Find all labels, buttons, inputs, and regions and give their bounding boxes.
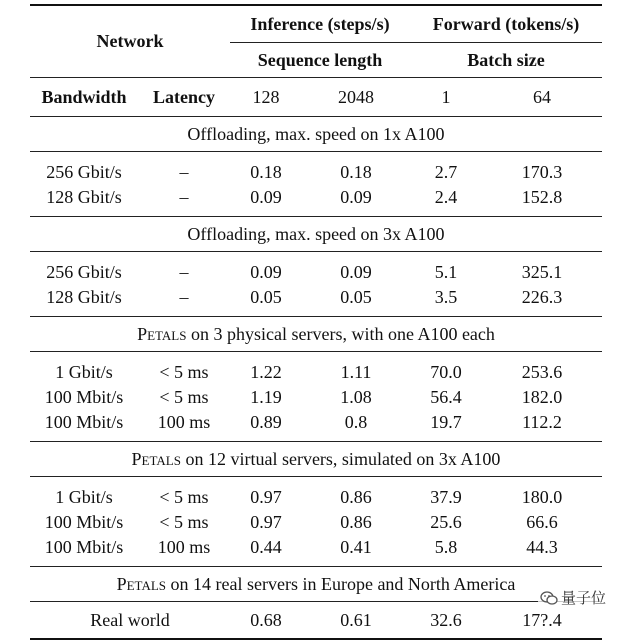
- cell-fwd-64: 325.1: [521, 262, 563, 282]
- cell-inf-128: 0.09: [250, 262, 282, 282]
- watermark-text: 量子位: [560, 589, 606, 607]
- cell-inf-2048: 0.61: [302, 602, 410, 640]
- cell-fwd-1: 25.6: [430, 512, 462, 532]
- cell-latency: < 5 ms: [159, 512, 209, 532]
- cell-fwd-64: 112.2: [482, 410, 602, 442]
- cell-fwd-1: 70.0: [430, 362, 462, 382]
- cell-bandwidth: 100 Mbit/s: [44, 512, 124, 532]
- cell-inf-2048: 0.8: [302, 410, 410, 442]
- cell-inf-2048: 0.41: [302, 535, 410, 567]
- cell-latency: –: [138, 185, 230, 217]
- section-title: [30, 442, 602, 477]
- cell-bandwidth: 256 Gbit/s: [46, 262, 122, 282]
- header-latency: Latency: [138, 78, 230, 117]
- cell-fwd-1: 5.8: [410, 535, 482, 567]
- cell-fwd-1: 19.7: [410, 410, 482, 442]
- header-seq-2048: 2048: [302, 78, 410, 117]
- cell-fwd-64: 66.6: [526, 512, 558, 532]
- cell-bandwidth: 1 Gbit/s: [55, 362, 113, 382]
- cell-bandwidth: 100 Mbit/s: [30, 535, 138, 567]
- section-title: [30, 317, 602, 352]
- cell-fwd-64: 182.0: [521, 387, 563, 407]
- cell-fwd-64: 180.0: [521, 487, 563, 507]
- section-title-rest: on 14 real servers in Europe and North America: [166, 573, 516, 594]
- header-sequence-length: Sequence length: [230, 43, 410, 78]
- cell-inf-128: 1.19: [250, 387, 282, 407]
- cell-latency: –: [138, 285, 230, 317]
- cell-inf-2048: 0.09: [340, 262, 372, 282]
- header-batch-1: 1: [410, 78, 482, 117]
- header-seq-128: 128: [230, 78, 302, 117]
- cell-fwd-64: 17?.4: [482, 602, 602, 640]
- cell-fwd-64: 44.3: [482, 535, 602, 567]
- header-batch-size: Batch size: [410, 43, 602, 78]
- cell-fwd-1: 2.7: [434, 162, 458, 182]
- header-forward: Forward (tokens/s): [410, 5, 602, 43]
- cell-inf-128: 0.97: [250, 487, 282, 507]
- section-title: Offloading, max. speed on 3x A100: [30, 217, 602, 252]
- cell-inf-2048: 0.86: [340, 487, 372, 507]
- section-title: [30, 567, 602, 602]
- cell-bandwidth: 256 Gbit/s: [46, 162, 122, 182]
- cell-latency: < 5 ms: [159, 387, 209, 407]
- cell-fwd-1: 3.5: [410, 285, 482, 317]
- section-title-rest: on 3 physical servers, with one A100 each: [186, 323, 495, 344]
- cell-real-world: Real world: [30, 602, 230, 640]
- cell-fwd-1: 56.4: [430, 387, 462, 407]
- cell-inf-2048: 0.86: [340, 512, 372, 532]
- petals-name: Petals: [131, 448, 181, 469]
- cell-fwd-64: 170.3: [521, 162, 563, 182]
- cell-latency: 100 ms: [138, 410, 230, 442]
- cell-latency: –: [179, 162, 189, 182]
- cell-bandwidth: 1 Gbit/s: [55, 487, 113, 507]
- cell-inf-2048: 0.09: [302, 185, 410, 217]
- wechat-icon: [540, 590, 558, 606]
- results-table: [30, 4, 602, 640]
- cell-inf-128: 0.18: [250, 162, 282, 182]
- header-batch-64: 64: [482, 78, 602, 117]
- cell-fwd-1: 2.4: [410, 185, 482, 217]
- cell-inf-128: 0.05: [230, 285, 302, 317]
- cell-bandwidth: 100 Mbit/s: [30, 410, 138, 442]
- cell-inf-128: 0.44: [230, 535, 302, 567]
- cell-inf-2048: 0.05: [302, 285, 410, 317]
- cell-inf-128: 0.09: [230, 185, 302, 217]
- header-network: Network: [30, 5, 230, 78]
- cell-bandwidth: 128 Gbit/s: [30, 185, 138, 217]
- cell-latency: < 5 ms: [159, 487, 209, 507]
- cell-inf-128: 1.22: [250, 362, 282, 382]
- petals-name: Petals: [137, 323, 187, 344]
- cell-inf-128: 0.68: [230, 602, 302, 640]
- section-title: Offloading, max. speed on 1x A100: [30, 117, 602, 152]
- petals-name: Petals: [116, 573, 167, 594]
- cell-inf-2048: 1.08: [340, 387, 372, 407]
- cell-fwd-64: 152.8: [482, 185, 602, 217]
- cell-bandwidth: 128 Gbit/s: [30, 285, 138, 317]
- cell-inf-128: 0.97: [250, 512, 282, 532]
- cell-inf-128: 0.89: [230, 410, 302, 442]
- cell-latency: 100 ms: [138, 535, 230, 567]
- cell-bandwidth: 100 Mbit/s: [44, 387, 124, 407]
- cell-inf-2048: 0.18: [340, 162, 372, 182]
- cell-fwd-1: 37.9: [430, 487, 462, 507]
- cell-fwd-1: 32.6: [410, 602, 482, 640]
- cell-latency: < 5 ms: [159, 362, 209, 382]
- section-title-rest: on 12 virtual servers, simulated on 3x A100: [180, 448, 501, 469]
- cell-fwd-1: 5.1: [434, 262, 458, 282]
- watermark: [538, 587, 608, 608]
- header-inference: Inference (steps/s): [230, 5, 410, 43]
- cell-inf-2048: 1.11: [340, 362, 372, 382]
- cell-fwd-64: 226.3: [482, 285, 602, 317]
- header-bandwidth: Bandwidth: [30, 78, 138, 117]
- cell-latency: –: [179, 262, 189, 282]
- cell-fwd-64: 253.6: [521, 362, 563, 382]
